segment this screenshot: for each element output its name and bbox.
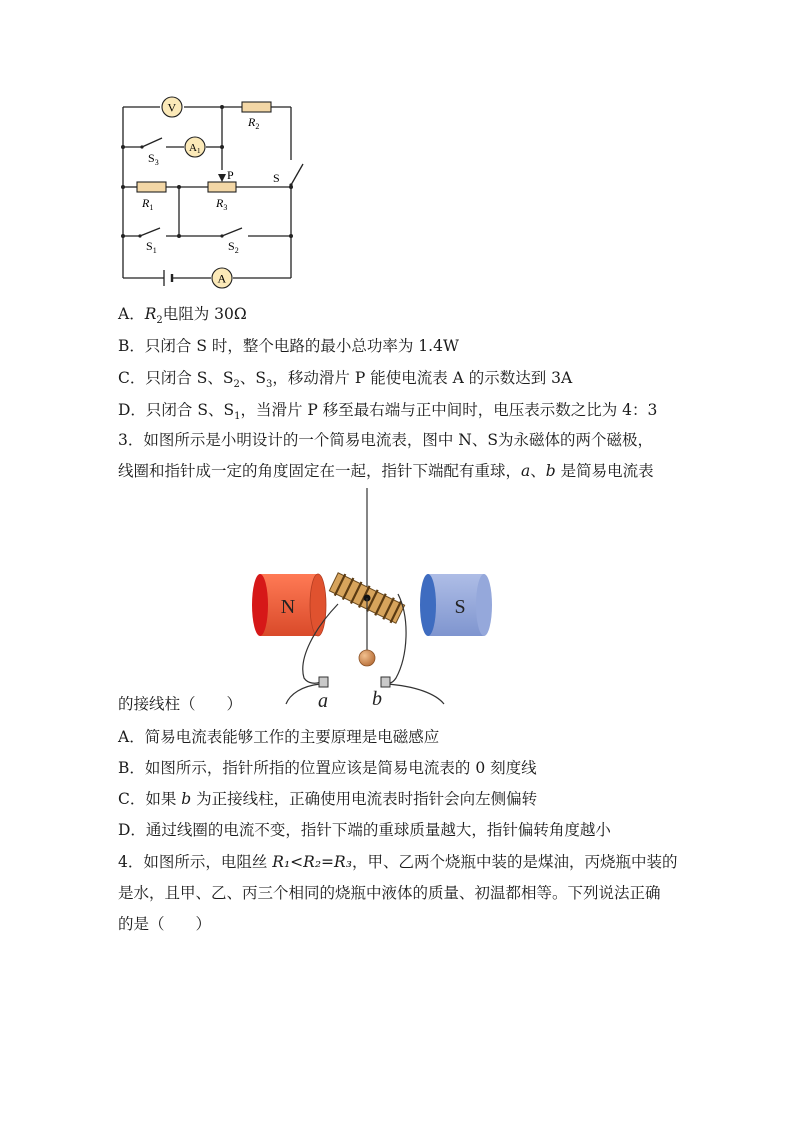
q2-option-c: C．只闭合 S、$S_2$、$S_3$，移动滑片 P 能使电流表 A 的示数达到 3A: [118, 369, 573, 391]
q3-option-c: C．如果 b 为正接线柱，正确使用电流表时指针会向左侧偏转: [118, 790, 538, 808]
s3-label: $S_3$: [148, 151, 159, 167]
circuit-diagram: [110, 90, 320, 290]
galvanometer-figure: [240, 488, 500, 716]
n-pole-label: N: [280, 596, 296, 618]
r2-label: $R_2$: [248, 115, 260, 131]
s2-label: $S_2$: [228, 239, 239, 255]
terminal-a-label: a: [318, 690, 328, 712]
slider-p-label: P: [227, 168, 234, 182]
q4-stem-line3: 的是（ ）: [118, 915, 212, 933]
s1-label: $S_1$: [146, 239, 157, 255]
q3-stem-line3: 的接线柱（ ）: [118, 695, 243, 713]
q3-option-d: D．通过线圈的电流不变，指针下端的重球质量越大，指针偏转角度越小: [118, 821, 611, 839]
q3-stem-line2: 线圈和指针成一定的角度固定在一起，指针下端配有重球，a、b 是简易电流表: [118, 462, 654, 480]
q2-option-d: D．只闭合 S、$S_1$，当滑片 P 移至最右端与正中间时，电压表示数之比为 4：3: [118, 401, 658, 423]
q2-option-b: B．只闭合 S 时，整个电路的最小总功率为 1.4W: [118, 337, 459, 355]
q3-option-a: A．简易电流表能够工作的主要原理是电磁感应: [118, 728, 440, 746]
terminal-b-label: b: [372, 688, 382, 710]
q4-stem-line2: 是水，且甲、乙、丙三个相同的烧瓶中液体的质量、初温都相等。下列说法正确: [118, 884, 661, 902]
q3-stem-line1: 3．如图所示是小明设计的一个简易电流表，图中 N、S为永磁体的两个磁极，: [118, 431, 653, 449]
q3-option-b: B．如图所示，指针所指的位置应该是简易电流表的 0 刻度线: [118, 759, 537, 777]
s-label: S: [273, 171, 280, 185]
s-pole-label: S: [454, 596, 466, 618]
q4-stem-line1: 4．如图所示，电阻丝 R₁<R₂=R₃，甲、乙两个烧瓶中装的是煤油，丙烧瓶中装的: [118, 853, 678, 871]
ammeter-label: A: [217, 271, 227, 286]
q2-option-a: A．$R_2$电阻为 30Ω: [118, 305, 247, 327]
ammeter1-label: A1: [189, 142, 201, 155]
r3-label: $R_3$: [216, 196, 228, 212]
r1-label: $R_1$: [142, 196, 154, 212]
voltmeter-label: V: [167, 100, 177, 115]
